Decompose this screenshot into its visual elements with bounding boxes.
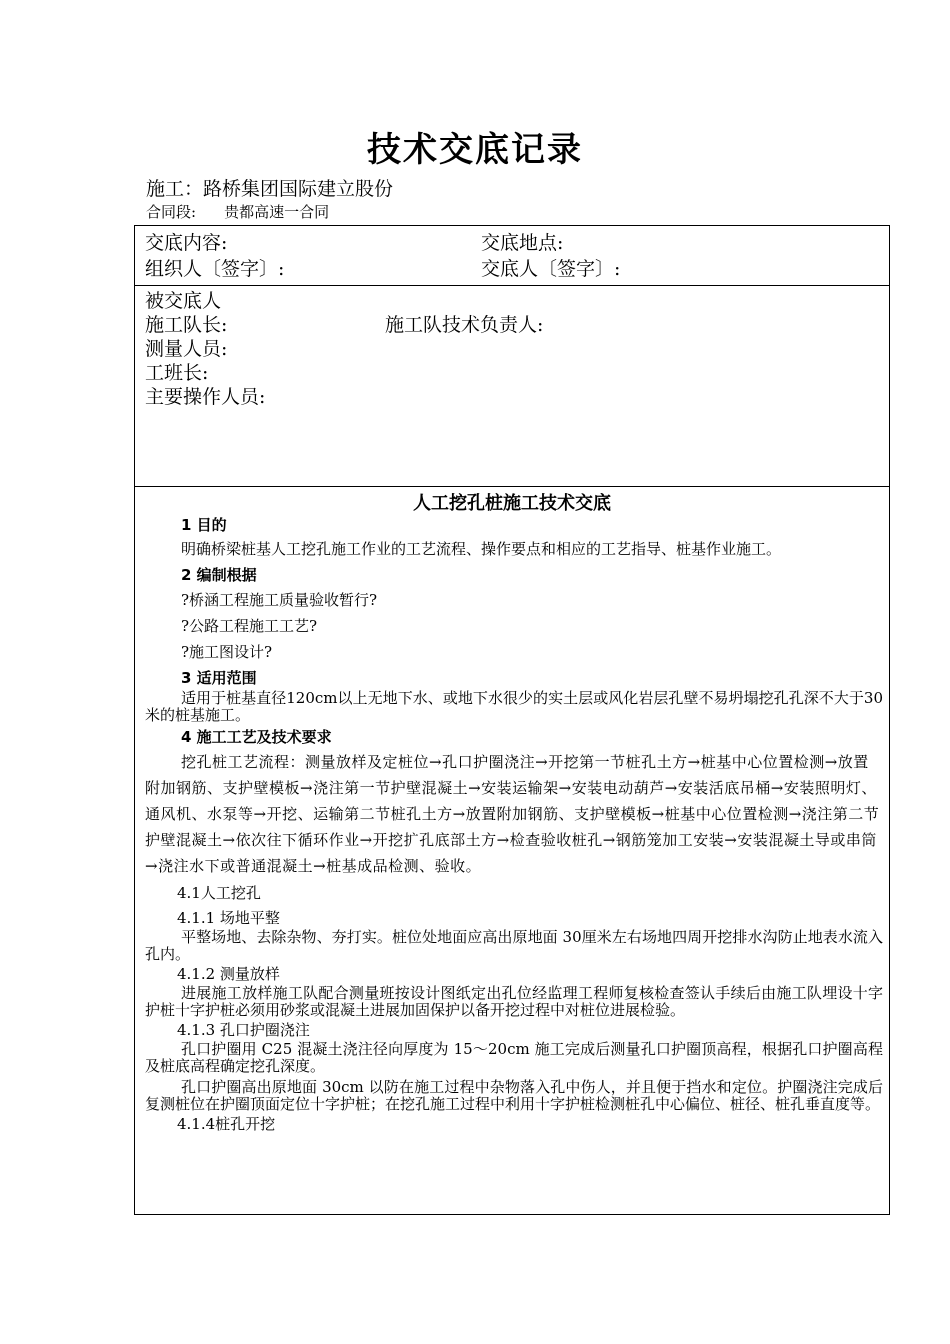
subsection-manual-dig: 4.1人工挖孔 [177, 884, 261, 902]
heading-purpose: 1 目的 [181, 516, 227, 534]
subsection-survey: 4.1.2 测量放样 [177, 965, 280, 983]
presenter-label: 交底人〔签字〕: [481, 258, 621, 280]
team-leader-label: 施工队长: [145, 314, 228, 336]
row-divider [135, 285, 889, 286]
location-label: 交底地点: [481, 232, 564, 254]
heading-basis: 2 编制根据 [181, 566, 257, 584]
subsection-collar: 4.1.3 孔口护圈浇注 [177, 1021, 310, 1039]
heading-scope: 3 适用范围 [181, 669, 257, 687]
subsection-excavation: 4.1.4桩孔开挖 [177, 1115, 276, 1133]
reference-item: ?施工图设计? [181, 643, 273, 661]
contract-section [146, 201, 329, 222]
content-label: 交底内容: [145, 232, 228, 254]
foreman-label: 工班长: [145, 362, 209, 384]
section-divider [135, 486, 889, 487]
reference-item: ?桥涵工程施工质量验收暂行? [181, 591, 378, 609]
contract-label: 合同段: [146, 203, 197, 221]
paragraph-survey: 进展施工放样施工队配合测量班按设计图纸定出孔位经监理工程师复核检查签认手续后由施工队埋设十字护桩十字护桩必须用砂浆或混凝土进展加固保护以备开挖过程中对桩位进展检验。 [145, 984, 883, 1019]
section-title: 人工挖孔桩施工技术交底 [413, 493, 611, 514]
recipients-heading: 被交底人 [145, 290, 222, 312]
organizer-label: 组织人〔签字〕: [145, 258, 285, 280]
record-table [134, 225, 890, 1215]
paragraph-purpose: 明确桥梁桩基人工挖孔施工作业的工艺流程、操作要点和相应的工艺指导、桩基作业施工。 [181, 540, 782, 558]
document-title: 技术交底记录 [367, 130, 583, 170]
paragraph-site-leveling: 平整场地、去除杂物、夯打实。桩位处地面应高出原地面 30厘米左右场地四周开挖排水沟防止地表水流入孔内。 [145, 928, 883, 963]
paragraph-scope: 适用于桩基直径120cm以上无地下水、或地下水很少的实土层或风化岩层孔壁不易坍塌挖孔孔深不大于30米的桩基施工。 [145, 689, 883, 724]
heading-process: 4 施工工艺及技术要求 [181, 728, 332, 746]
section-body [145, 512, 883, 1135]
construction-company: 施工：路桥集团国际建立股份 [146, 178, 394, 200]
surveyors-label: 测量人员: [145, 338, 228, 360]
paragraph-collar-1: 孔口护圈用 C25 混凝土浇注径向厚度为 15～20cm 施工完成后测量孔口护圈顶高程，根据孔口护圈高程及桩底高程确定挖孔深度。 [145, 1040, 883, 1075]
reference-item: ?公路工程施工工艺? [181, 617, 318, 635]
operators-label: 主要操作人员: [145, 386, 266, 408]
process-flow: 挖孔桩工艺流程：测量放样及定桩位→孔口护圈浇注→开挖第一节桩孔土方→桩基中心位置检测→放置附加钢筋、支护壁模板→浇注第一节护壁混凝土→安装运输架→安装电动葫芦→安装活底吊桶→安装照明灯、通风机、水泵等→开挖、运输第二节桩孔土方→放置附加钢筋、支护壁模板→桩基中心位置检测→浇注第二节护壁混凝土→依次往下循环作业→开挖扩孔底部土方→检查验收桩孔→钢筋笼加工安装→安装混凝土导或串筒→浇注水下或普通混凝土→桩基成品检测、验收。 [145, 753, 880, 875]
paragraph-collar-2: 孔口护圈高出原地面 30cm 以防在施工过程中杂物落入孔中伤人，并且便于挡水和定位。护圈浇注完成后复测桩位在护圈顶面定位十字护桩；在挖孔施工过程中利用十字护桩检测桩孔中心偏位、桩径、桩孔垂直度等。 [145, 1078, 883, 1113]
contract-value: 贵都高速一合同 [224, 203, 330, 221]
tech-lead-label: 施工队技术负责人: [385, 314, 544, 336]
subsection-site-leveling: 4.1.1 场地平整 [177, 909, 280, 927]
